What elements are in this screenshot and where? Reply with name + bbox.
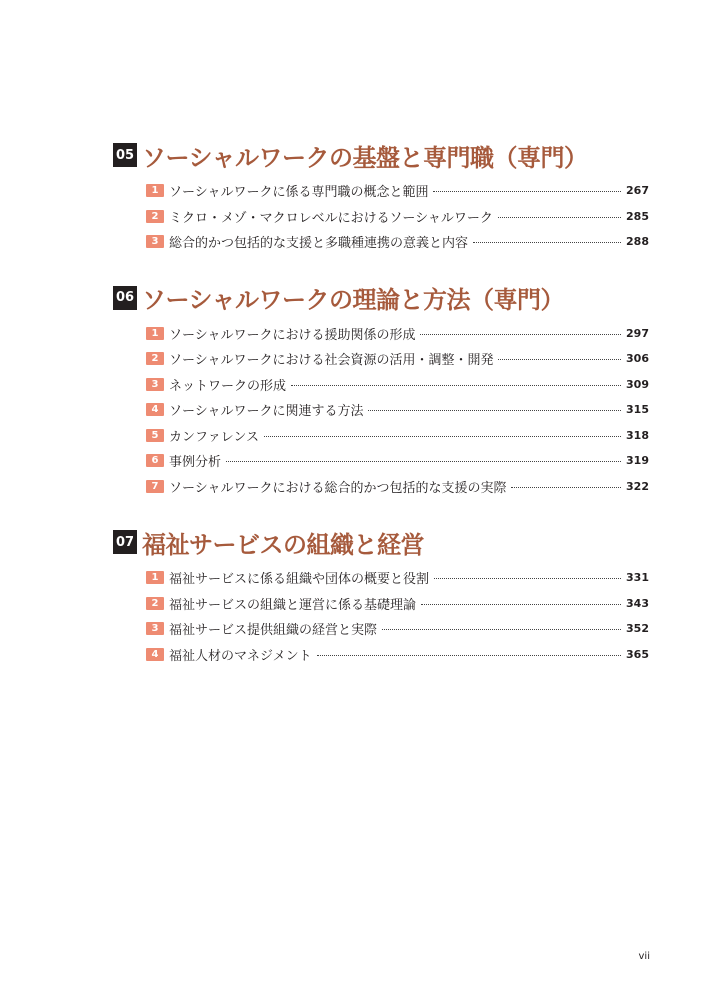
section-title: ソーシャルワークに関連する方法	[169, 404, 364, 420]
chapter-05	[113, 137, 649, 255]
toc-entry[interactable]	[146, 397, 649, 423]
chapter-06	[113, 280, 649, 500]
toc-entry[interactable]	[146, 642, 649, 668]
page-number: 343	[626, 596, 649, 610]
section-number-badge: 6	[146, 454, 164, 467]
section-list	[113, 565, 649, 667]
chapter-heading	[113, 137, 649, 173]
page-number: 267	[626, 184, 649, 198]
page-number: 318	[626, 428, 649, 442]
section-number-badge: 4	[146, 403, 164, 416]
page-number: 288	[626, 235, 649, 249]
section-title: ソーシャルワークにおける援助関係の形成	[169, 327, 416, 343]
dot-leader	[291, 385, 621, 386]
dot-leader	[382, 629, 621, 630]
chapter-number-badge: 06	[113, 286, 137, 310]
dot-leader	[264, 436, 621, 437]
dot-leader	[226, 461, 621, 462]
chapter-number-badge: 07	[113, 530, 137, 554]
section-number-badge: 1	[146, 184, 164, 197]
section-title: ソーシャルワークにおける総合的かつ包括的な支援の実際	[169, 480, 507, 496]
section-title: ミクロ・メゾ・マクロレベルにおけるソーシャルワーク	[169, 210, 493, 226]
section-number-badge: 2	[146, 210, 164, 223]
dot-leader	[498, 359, 621, 360]
section-title: 総合的かつ包括的な支援と多職種連携の意義と内容	[169, 236, 469, 252]
toc-entry[interactable]	[146, 372, 649, 398]
section-title: 事例分析	[169, 455, 222, 471]
section-number-badge: 1	[146, 327, 164, 340]
toc-entry[interactable]	[146, 346, 649, 372]
section-number-badge: 2	[146, 352, 164, 365]
toc-entry[interactable]	[146, 448, 649, 474]
section-number-badge: 3	[146, 622, 164, 635]
chapter-heading	[113, 524, 649, 560]
page-number: 297	[626, 326, 649, 340]
chapter-heading	[113, 280, 649, 316]
toc-entry[interactable]	[146, 229, 649, 255]
page-number: 331	[626, 571, 649, 585]
section-list	[113, 321, 649, 500]
dot-leader	[420, 334, 621, 335]
section-list	[113, 178, 649, 255]
dot-leader	[511, 487, 621, 488]
toc-entry[interactable]	[146, 204, 649, 230]
section-number-badge: 2	[146, 597, 164, 610]
toc-entry[interactable]	[146, 591, 649, 617]
page-number: 306	[626, 352, 649, 366]
section-title: 福祉サービス提供組織の経営と実際	[169, 623, 378, 639]
page-number: 309	[626, 377, 649, 391]
section-number-badge: 1	[146, 571, 164, 584]
section-number-badge: 3	[146, 235, 164, 248]
section-number-badge: 3	[146, 378, 164, 391]
page-number: 319	[626, 454, 649, 468]
toc-entry[interactable]	[146, 565, 649, 591]
section-title: ネットワークの形成	[169, 378, 287, 394]
chapter-title[interactable]: ソーシャルワークの理論と方法（専門）	[142, 286, 565, 314]
dot-leader	[368, 410, 621, 411]
page-number: 285	[626, 209, 649, 223]
dot-leader	[473, 242, 621, 243]
dot-leader	[421, 604, 621, 605]
page-number: 315	[626, 403, 649, 417]
section-title: 福祉人材のマネジメント	[169, 648, 312, 664]
dot-leader	[433, 191, 621, 192]
section-title: ソーシャルワークにおける社会資源の活用・調整・開発	[169, 353, 494, 369]
toc-entry[interactable]	[146, 616, 649, 642]
section-title: ソーシャルワークに係る専門職の概念と範囲	[169, 185, 429, 201]
toc-entry[interactable]	[146, 474, 649, 500]
toc-entry[interactable]	[146, 321, 649, 347]
section-number-badge: 5	[146, 429, 164, 442]
section-title: カンファレンス	[169, 429, 260, 445]
section-number-badge: 7	[146, 480, 164, 493]
section-title: 福祉サービスに係る組織や団体の概要と役割	[169, 572, 430, 588]
chapter-number-badge: 05	[113, 143, 137, 167]
dot-leader	[317, 655, 621, 656]
toc-entry[interactable]	[146, 423, 649, 449]
dot-leader	[434, 578, 621, 579]
folio-page-number: vii	[638, 951, 650, 962]
section-title: 福祉サービスの組織と運営に係る基礎理論	[169, 597, 417, 613]
chapter-07	[113, 524, 649, 667]
chapter-title[interactable]: ソーシャルワークの基盤と専門職（専門）	[142, 143, 588, 172]
table-of-contents	[113, 137, 649, 692]
page-number: 322	[626, 479, 649, 493]
page-number: 352	[626, 622, 649, 636]
toc-entry[interactable]	[146, 178, 649, 204]
page-number: 365	[626, 647, 649, 661]
section-number-badge: 4	[146, 648, 164, 661]
chapter-title[interactable]: 福祉サービスの組織と経営	[142, 530, 424, 559]
dot-leader	[498, 217, 621, 218]
